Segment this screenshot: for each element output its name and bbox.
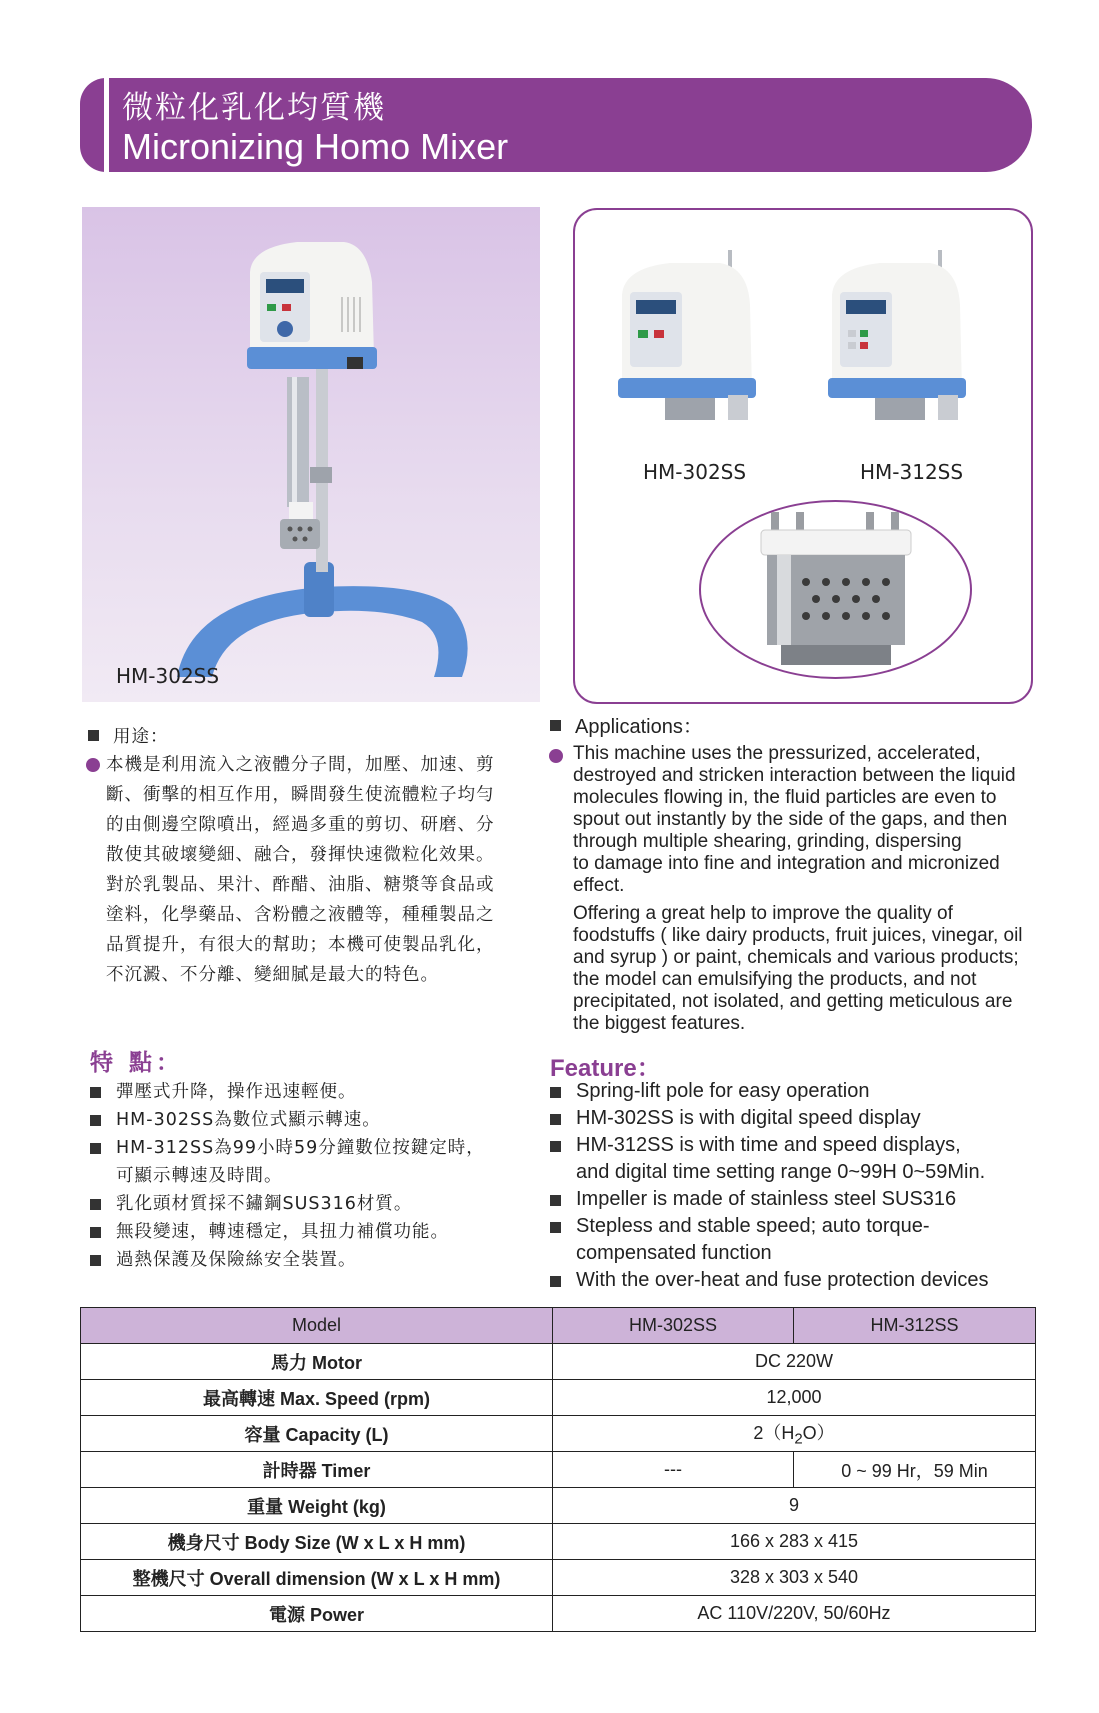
bullet-square [90, 1143, 101, 1154]
text-line: 品質提升，有很大的幫助；本機可使製品乳化， [106, 935, 495, 955]
text-line: 散使其破壞變細、融合，發揮快速微粒化效果。 [106, 845, 495, 865]
text-line: the biggest features. [573, 1013, 746, 1034]
table-cell-label: 整機尺寸 Overall dimension (W x L x H mm) [81, 1560, 553, 1596]
bullet-square [550, 1195, 561, 1206]
table-cell: 166 x 283 x 415 [553, 1524, 1036, 1560]
table-cell-label: 重量 Weight (kg) [81, 1488, 553, 1524]
table-header-cell: HM-312SS [794, 1308, 1036, 1344]
table-cell: --- [553, 1452, 794, 1488]
text-line: destroyed and stricken interaction between the liquid [573, 765, 1016, 786]
text-line: spout out instantly by the side of the gaps, and then [573, 809, 1008, 830]
table-cell-label: 計時器 Timer [81, 1452, 553, 1488]
table-cell-label: 電源 Power [81, 1596, 553, 1632]
title-chinese: 微粒化乳化均質機 [122, 90, 386, 126]
table-row [81, 1524, 1036, 1560]
table-row [81, 1452, 1036, 1488]
table-row [81, 1488, 1036, 1524]
applications-zh-body [106, 750, 526, 990]
applications-en-heading: Applications： [550, 716, 703, 738]
text-line: 對於乳製品、果汁、酢醋、油脂、糖漿等食品或 [106, 875, 495, 895]
variant1-caption: HM-302SS [643, 460, 747, 484]
text-line: 塗料，化學藥品、含粉體之液體等，種種製品之 [106, 905, 495, 925]
list-item: Impeller is made of stainless steel SUS316 [550, 1186, 1050, 1213]
bullet-square [550, 1087, 561, 1098]
spec-table [80, 1307, 1036, 1632]
text-line: Offering a great help to improve the quality of [573, 903, 953, 924]
table-row [81, 1560, 1036, 1596]
text-line: effect. [573, 875, 625, 896]
list-item: 乳化頭材質採不鏽鋼SUS316材質。 [90, 1190, 530, 1218]
list-item: With the over-heat and fuse protection devices [550, 1267, 1050, 1294]
table-cell: $2(H_2O)$ [553, 1416, 1036, 1452]
table-row [81, 1416, 1036, 1452]
table-cell: 328 x 303 x 540 [553, 1560, 1036, 1596]
text-line: 斷、衝擊的相互作用，瞬間發生使流體粒子均勻 [106, 785, 495, 805]
bullet-square [90, 1227, 101, 1238]
list-item: 彈壓式升降，操作迅速輕便。 [90, 1078, 530, 1106]
list-item: HM-312SS為99小時59分鐘數位按鍵定時， 可顯示轉速及時間。 [90, 1134, 530, 1190]
table-row [81, 1596, 1036, 1632]
text-line: 不沉澱、不分離、變細膩是最大的特色。 [106, 965, 439, 985]
text-line: to damage into fine and integration and micronized [573, 853, 1000, 874]
table-cell-label: 馬力 Motor [81, 1344, 553, 1380]
bullet-square [90, 1087, 101, 1098]
banner-divider [104, 78, 109, 172]
bullet-square [90, 1199, 101, 1210]
list-item: HM-302SS is with digital speed display [550, 1105, 1050, 1132]
table-header-cell: Model [81, 1308, 553, 1344]
list-item: HM-302SS為數位式顯示轉速。 [90, 1106, 530, 1134]
table-row [81, 1344, 1036, 1380]
table-cell-label: 機身尺寸 Body Size (W x L x H mm) [81, 1524, 553, 1560]
text-line: and syrup ) or paint, chemicals and various products; [573, 947, 1019, 968]
table-cell-label: 最高轉速 Max. Speed (rpm) [81, 1380, 553, 1416]
list-item: Spring-lift pole for easy operation [550, 1078, 1050, 1105]
text-line: molecules flowing in, the fluid particles are even to [573, 787, 997, 808]
title-english: Micronizing Homo Mixer [122, 126, 509, 167]
bullet-square [550, 720, 561, 731]
table-cell: 12,000 [553, 1380, 1036, 1416]
table-cell-label: 容量 Capacity (L) [81, 1416, 553, 1452]
list-item: 無段變速，轉速穩定，具扭力補償功能。 [90, 1218, 530, 1246]
bullet-square [550, 1276, 561, 1287]
table-cell: DC 220W [553, 1344, 1036, 1380]
bullet-square [90, 1255, 101, 1266]
text-line: the model can emulsifying the products, and not [573, 969, 977, 990]
text-line: foodstuffs ( like dairy products, fruit juices, vinegar, oil [573, 925, 1023, 946]
text-line: This machine uses the pressurized, accelerated, [573, 743, 981, 764]
applications-en-body-2 [573, 903, 1043, 1035]
list-item: 過熱保護及保險絲安全裝置。 [90, 1246, 530, 1274]
bullet-square [90, 1115, 101, 1126]
bullet-dot [549, 749, 563, 763]
table-row [81, 1380, 1036, 1416]
applications-zh-heading: 用途： [88, 722, 169, 752]
bullet-square [88, 730, 99, 741]
table-cell: 0 ~ 99 Hr，59 Min [794, 1452, 1036, 1488]
bullet-square [550, 1222, 561, 1233]
list-item: Stepless and stable speed; auto torque- compensated function [550, 1213, 1050, 1267]
bullet-dot [86, 758, 100, 772]
variant2-caption: HM-312SS [860, 460, 964, 484]
bullet-square [550, 1114, 561, 1125]
table-header-row [81, 1308, 1036, 1344]
list-item: HM-312SS is with time and speed displays, and digital time setting range 0~99H 0~59Min. [550, 1132, 1050, 1186]
applications-en-body [573, 743, 1043, 897]
impeller-closeup [699, 500, 972, 679]
text-line: through multiple shearing, grinding, dispersing [573, 831, 962, 852]
table-header-cell: HM-302SS [553, 1308, 794, 1344]
text-line: 的由側邊空隙噴出，經過多重的剪切、研磨、分 [106, 815, 495, 835]
main-product-photo [82, 207, 540, 702]
features-en-title: Feature： [550, 1055, 661, 1082]
features-zh-title: 特 點： [90, 1050, 184, 1076]
main-photo-caption: HM-302SS [116, 664, 220, 688]
text-line: 本機是利用流入之液體分子間，加壓、加速、剪 [106, 755, 495, 775]
features-en-list [550, 1078, 1050, 1294]
table-cell: 9 [553, 1488, 1036, 1524]
text-line: precipitated, not isolated, and getting meticulous are [573, 991, 1013, 1012]
bullet-square [550, 1141, 561, 1152]
features-zh-list [90, 1078, 530, 1274]
table-cell: AC 110V/220V, 50/60Hz [553, 1596, 1036, 1632]
